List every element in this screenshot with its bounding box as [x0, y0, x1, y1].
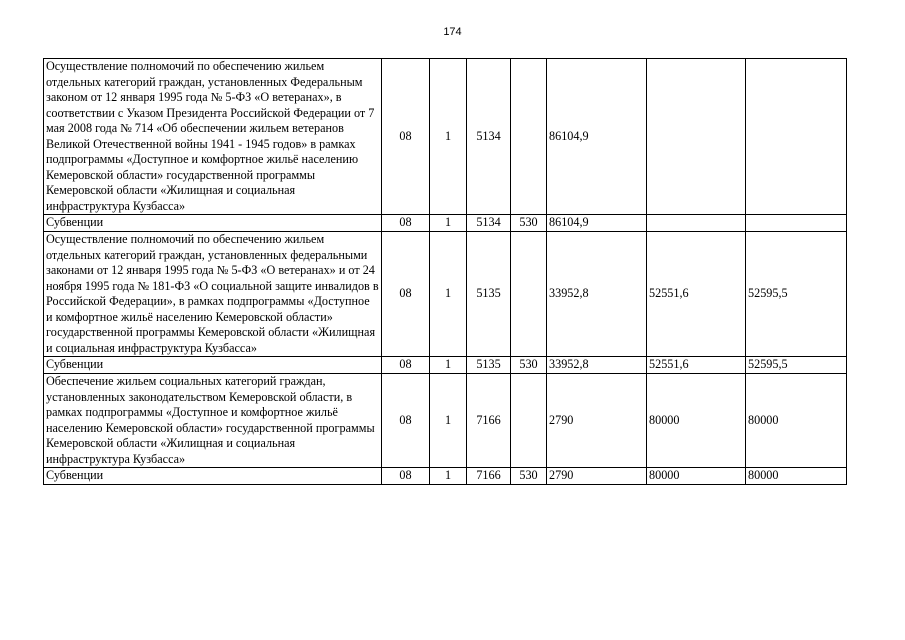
- amount-year-1: 33952,8: [547, 232, 647, 357]
- subsection-code: 1: [430, 215, 467, 232]
- table-row: [44, 374, 847, 468]
- amount-year-3: 80000: [746, 468, 847, 485]
- amount-year-3: [746, 59, 847, 215]
- row-description: Субвенции: [44, 468, 382, 485]
- section-code: 08: [382, 215, 430, 232]
- table-row: [44, 59, 847, 215]
- expense-type-code: 530: [511, 357, 547, 374]
- expense-type-code: 530: [511, 215, 547, 232]
- section-code: 08: [382, 59, 430, 215]
- amount-year-3: 52595,5: [746, 357, 847, 374]
- subsection-code: 1: [430, 468, 467, 485]
- target-code: 7166: [467, 468, 511, 485]
- amount-year-2: [647, 215, 746, 232]
- subsection-code: 1: [430, 59, 467, 215]
- section-code: 08: [382, 232, 430, 357]
- amount-year-1: 86104,9: [547, 59, 647, 215]
- amount-year-2: 52551,6: [647, 232, 746, 357]
- table-row: [44, 357, 847, 374]
- target-code: 5134: [467, 215, 511, 232]
- amount-year-2: [647, 59, 746, 215]
- target-code: 5134: [467, 59, 511, 215]
- target-code: 7166: [467, 374, 511, 468]
- amount-year-2: 80000: [647, 374, 746, 468]
- table-row: [44, 232, 847, 357]
- section-code: 08: [382, 374, 430, 468]
- amount-year-1: 86104,9: [547, 215, 647, 232]
- target-code: 5135: [467, 232, 511, 357]
- table-row: [44, 215, 847, 232]
- section-code: 08: [382, 357, 430, 374]
- expense-type-code: [511, 59, 547, 215]
- section-code: 08: [382, 468, 430, 485]
- amount-year-1: 33952,8: [547, 357, 647, 374]
- subsection-code: 1: [430, 232, 467, 357]
- row-description: Обеспечение жильем социальных категорий граждан, установленных законодательством Кемеровской области, в рамках подпрограммы «Доступное и комфортное жильё населению Кемеровской области» государственной программы Кемеровской области «Жилищная и социальная инфраструктура Кузбасса»: [44, 374, 382, 468]
- expense-type-code: [511, 374, 547, 468]
- amount-year-1: 2790: [547, 374, 647, 468]
- row-description: Субвенции: [44, 357, 382, 374]
- row-description: Осуществление полномочий по обеспечению жильем отдельных категорий граждан, установленных федеральными законами от 12 января 1995 года № 5-ФЗ «О ветеранах» и от 24 ноября 1995 года № 181-ФЗ «О социальной защите инвалидов в Российской Федерации», в рамках подпрограммы «Доступное и комфортное жильё населению Кемеровской области» государственной программы Кемеровской области «Жилищная и социальная инфраструктура Кузбасса»: [44, 232, 382, 357]
- row-description: Осуществление полномочий по обеспечению жильем отдельных категорий граждан, установленных Федеральным законом от 12 января 1995 года № 5-ФЗ «О ветеранах», в соответствии с Указом Президента Российской Федерации от 7 мая 2008 года № 714 «Об обеспечении жильем ветеранов Великой Отечественной войны 1941 - 1945 годов» в рамках подпрограммы «Доступное и комфортное жильё населению Кемеровской области» государственной программы Кемеровской области «Жилищная и социальная инфраструктура Кузбасса»: [44, 59, 382, 215]
- expense-type-code: [511, 232, 547, 357]
- subsection-code: 1: [430, 374, 467, 468]
- row-description: Субвенции: [44, 215, 382, 232]
- subsection-code: 1: [430, 357, 467, 374]
- expense-type-code: 530: [511, 468, 547, 485]
- amount-year-2: 52551,6: [647, 357, 746, 374]
- amount-year-3: 52595,5: [746, 232, 847, 357]
- amount-year-2: 80000: [647, 468, 746, 485]
- amount-year-3: [746, 215, 847, 232]
- amount-year-1: 2790: [547, 468, 647, 485]
- table-row: [44, 468, 847, 485]
- target-code: 5135: [467, 357, 511, 374]
- budget-table: [43, 58, 847, 485]
- amount-year-3: 80000: [746, 374, 847, 468]
- page-number: 174: [443, 26, 462, 38]
